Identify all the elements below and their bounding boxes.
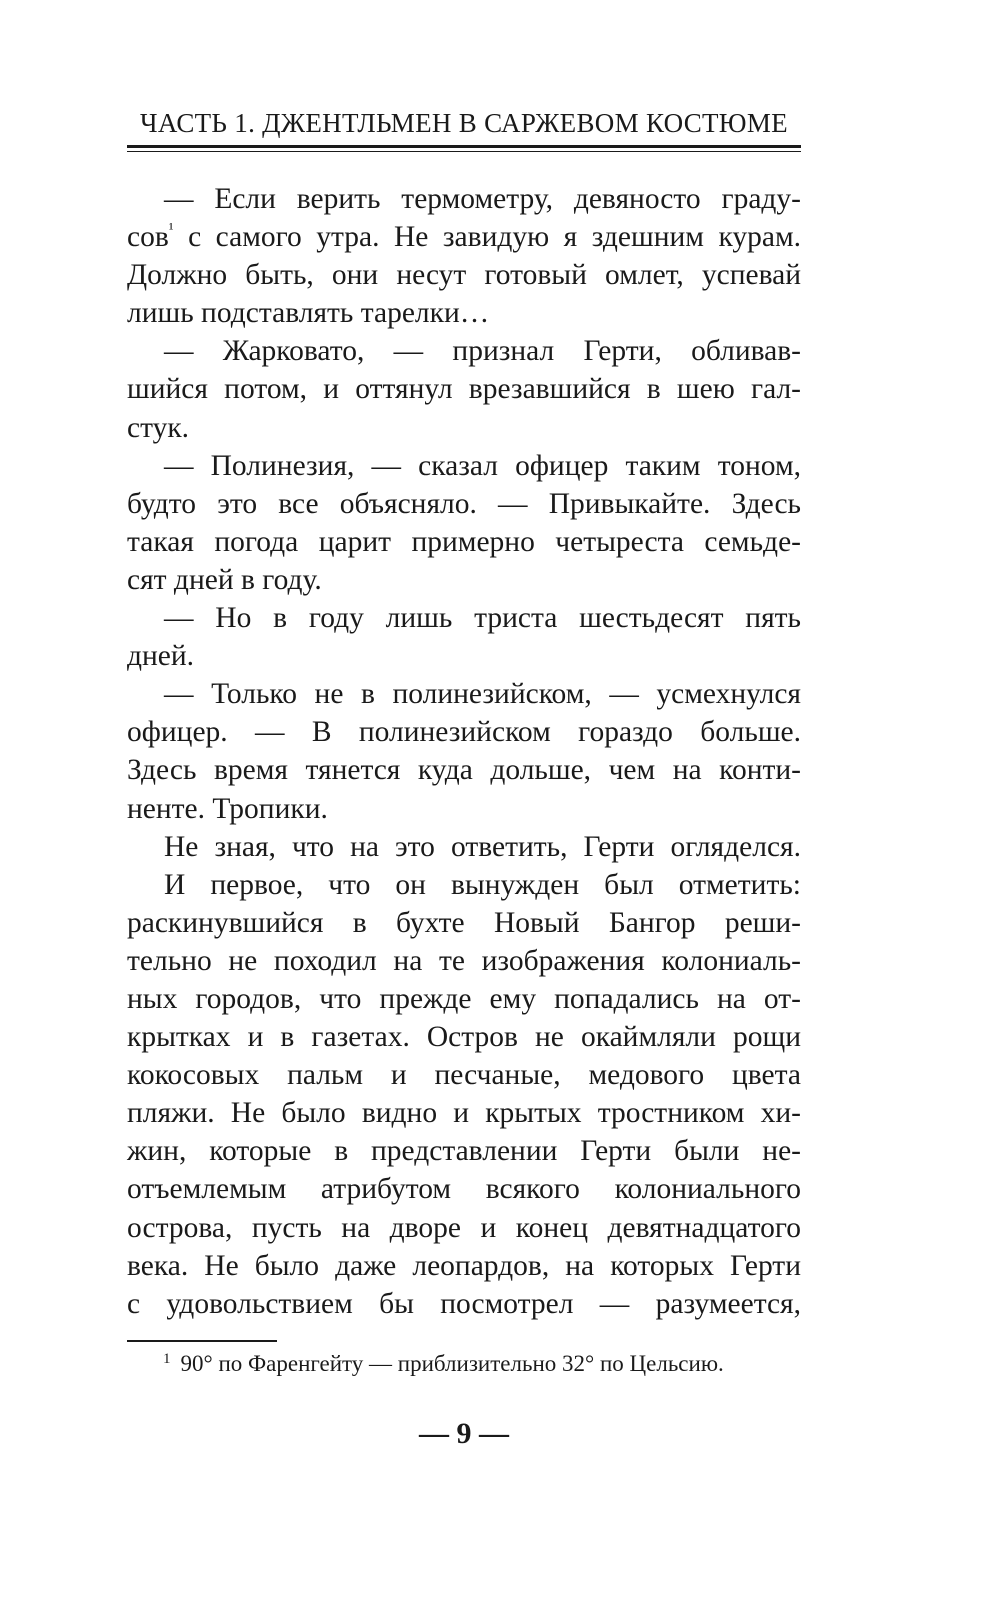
footnote-text: 90° по Фаренгейту — приблизительно 32° по Цельсию. — [180, 1351, 724, 1376]
text-line: Должно быть, они несут готовый омлет, успевай — [127, 259, 801, 292]
text-line: такая погода царит примерно четыреста семьде- — [127, 525, 801, 558]
text-line: пляжи. Не было видно и крытых тростником хи- — [127, 1097, 801, 1130]
text-line: века. Не было даже леопардов, на которых Герти — [127, 1249, 801, 1282]
text-line: ненте. Тропики. — [127, 792, 328, 825]
text-line: отъемлемым атрибутом всякого колониального — [127, 1173, 801, 1206]
text-fragment: сов — [127, 221, 169, 254]
text-line: острова, пусть на дворе и конец девятнадцатого — [127, 1211, 801, 1244]
text-line: — Но в году лишь триста шестьдесят пять — [164, 602, 801, 635]
text-line: с удовольствием бы посмотрел — разумеется, — [127, 1287, 801, 1320]
text-fragment: с самого утра. Не завидую я здешним курам. — [173, 221, 801, 254]
text-line: кокосовых пальм и песчаные, медового цвета — [127, 1059, 801, 1092]
text-line: Здесь время тянется куда дольше, чем на конти- — [127, 754, 801, 787]
header-rule-thin — [127, 151, 801, 152]
text-line: — Полинезия, — сказал офицер таким тоном, — [164, 449, 801, 482]
text-line: Не зная, что на это ответить, Герти огляделся. — [164, 830, 801, 863]
text-line: — Только не в полинезийском, — усмехнулся — [164, 678, 801, 711]
text-line: — Жарковато, — признал Герти, обливав- — [164, 335, 801, 368]
text-line: — Если верить термометру, девяносто граду- — [164, 183, 801, 215]
footnote-reference: ¹ — [168, 221, 174, 239]
text-line: ных городов, что прежде ему попадались на от- — [127, 982, 801, 1015]
book-page — [127, 0, 801, 1616]
text-line: лишь подставлять тарелки… — [127, 297, 490, 330]
header-rule-thick — [127, 145, 801, 148]
text-line: И первое, что он вынужден был отметить: — [164, 868, 801, 901]
footnote-rule — [127, 1340, 277, 1342]
footnote-number: 1 — [163, 1351, 171, 1367]
text-line: сят дней в году. — [127, 563, 322, 596]
footnote — [163, 1351, 724, 1377]
text-line-with-footnote-ref — [127, 218, 801, 256]
text-line: крытках и в газетах. Остров не окаймляли рощи — [127, 1021, 801, 1054]
text-line: стук. — [127, 411, 190, 444]
text-line: будто это все объясняло. — Привыкайте. Здесь — [127, 487, 801, 520]
text-line: жин, которые в представлении Герти были не- — [127, 1135, 801, 1168]
text-line: офицер. — В полинезийском гораздо больше. — [127, 716, 801, 749]
page-number: — 9 — — [419, 1417, 509, 1450]
text-line: тельно не походил на те изображения колониаль- — [127, 944, 801, 977]
text-line: раскинувшийся в бухте Новый Бангор реши- — [127, 906, 801, 939]
running-head: ЧАСТЬ 1. ДЖЕНТЛЬМЕН В САРЖЕВОМ КОСТЮМЕ — [140, 108, 788, 138]
text-line: шийся потом, и оттянул врезавшийся в шею гал- — [127, 373, 801, 406]
text-line: дней. — [127, 640, 195, 673]
body-text — [127, 180, 801, 1323]
